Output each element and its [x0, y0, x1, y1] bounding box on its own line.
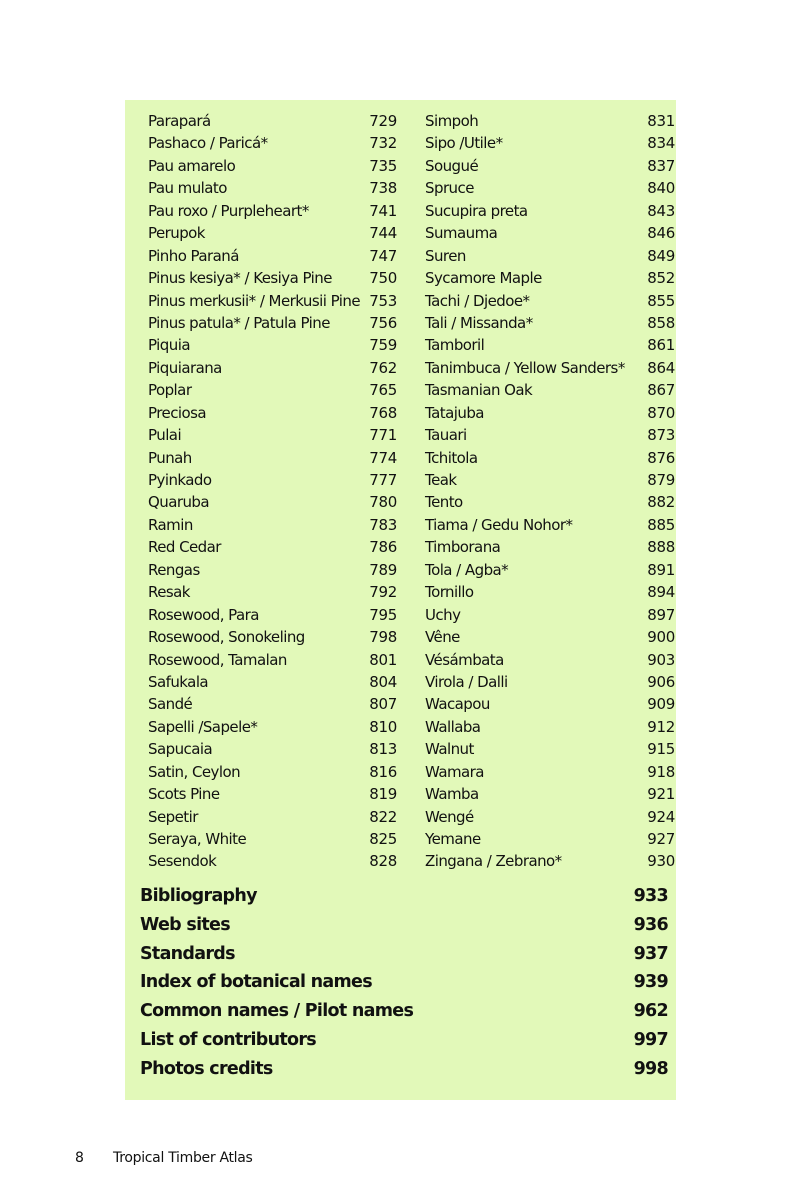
toc-entry[interactable] [425, 424, 675, 446]
toc-entry-name: Punah [148, 448, 192, 467]
toc-entry-name: Safukala [148, 672, 209, 691]
toc-entry-page: 774 [369, 448, 397, 467]
toc-entry-name: Tauari [425, 426, 467, 445]
toc-entry-name: Vésámbata [425, 650, 504, 669]
toc-entry[interactable] [425, 604, 675, 626]
toc-entry-page: 822 [369, 807, 397, 826]
toc-entry-name: Sandé [148, 695, 193, 714]
toc-entry-page: 894 [647, 583, 675, 602]
toc-entry-name: Wacapou [425, 695, 490, 714]
toc-entry-name: Wamara [425, 762, 484, 781]
toc-entry-page: 771 [369, 426, 397, 445]
toc-entry[interactable] [425, 716, 675, 738]
toc-entry[interactable] [425, 828, 675, 850]
toc-entry[interactable] [148, 132, 397, 154]
toc-entry[interactable] [425, 783, 675, 805]
toc-entry[interactable] [148, 514, 397, 536]
toc-section[interactable] [140, 997, 668, 1026]
toc-entry-page: 876 [647, 448, 675, 467]
toc-entry-page: 867 [647, 381, 675, 400]
toc-entry[interactable] [425, 626, 675, 648]
toc-entry[interactable] [148, 357, 397, 379]
toc-entry-page: 903 [647, 650, 675, 669]
toc-entry-page: 837 [647, 156, 675, 175]
toc-entry-page: 783 [369, 515, 397, 534]
toc-entry-name: Wallaba [425, 717, 481, 736]
toc-entry[interactable] [425, 245, 675, 267]
toc-entry[interactable] [425, 110, 675, 132]
toc-entry-name: Timborana [425, 538, 501, 557]
toc-entry-page: 756 [369, 313, 397, 332]
toc-section-name: List of contributors [140, 1029, 317, 1050]
toc-entry-name: Tornillo [425, 583, 474, 602]
toc-entry-name: Tachi / Djedoe* [425, 291, 530, 310]
toc-entry-name: Wamba [425, 785, 479, 804]
toc-entry-name: Tiama / Gedu Nohor* [425, 515, 573, 534]
toc-entry-page: 747 [369, 246, 397, 265]
toc-entry-page: 909 [647, 695, 675, 714]
toc-entry[interactable] [425, 200, 675, 222]
toc-entry-page: 879 [647, 471, 675, 489]
toc-section-page: 939 [633, 972, 668, 993]
toc-entry[interactable] [425, 334, 675, 356]
toc-entry-page: 930 [647, 852, 675, 871]
toc-entry[interactable] [148, 581, 397, 603]
toc-entry[interactable] [148, 693, 397, 715]
toc-entry-name: Sepetir [148, 807, 198, 826]
toc-entry-page: 861 [647, 336, 675, 355]
toc-entry-page: 789 [369, 560, 397, 579]
toc-section-name: Standards [140, 943, 235, 964]
toc-entry-page: 741 [369, 201, 397, 220]
toc-section[interactable] [140, 1055, 668, 1084]
toc-entry[interactable] [425, 491, 675, 513]
toc-entry-name: Pau mulato [148, 179, 227, 198]
toc-entry-name: Uchy [425, 605, 461, 624]
toc-entry[interactable] [148, 177, 397, 199]
toc-entry[interactable] [425, 312, 675, 334]
toc-entry-name: Wengé [425, 807, 474, 826]
toc-entry[interactable] [148, 738, 397, 760]
toc-section-page: 936 [633, 914, 668, 935]
toc-entry[interactable] [148, 716, 397, 738]
toc-entry[interactable] [148, 245, 397, 267]
toc-entry-page: 927 [647, 830, 675, 848]
toc-entry[interactable] [148, 200, 397, 222]
toc-entry[interactable] [425, 649, 675, 671]
toc-entry-page: 888 [647, 538, 675, 557]
toc-entry-page: 858 [647, 313, 675, 332]
toc-entry-name: Zingana / Zebrano* [425, 852, 562, 871]
toc-entry-name: Poplar [148, 381, 192, 400]
toc-entry[interactable] [425, 581, 675, 603]
toc-entry-name: Sougué [425, 156, 479, 175]
toc-entry-page: 777 [369, 471, 397, 489]
toc-section[interactable] [140, 911, 668, 940]
toc-entry-page: 918 [647, 762, 675, 781]
page-footer [75, 1150, 253, 1166]
toc-entry[interactable] [425, 559, 675, 581]
toc-entry[interactable] [148, 828, 397, 850]
toc-entry-name: Virola / Dalli [425, 672, 508, 691]
toc-entry-name: Ramin [148, 515, 193, 534]
toc-section-page: 937 [633, 943, 668, 964]
toc-entry[interactable] [148, 626, 397, 648]
toc-entry-page: 786 [369, 538, 397, 557]
toc-section-name: Common names / Pilot names [140, 1001, 414, 1022]
toc-entry-page: 864 [647, 358, 675, 377]
toc-entry[interactable] [148, 222, 397, 244]
toc-entry[interactable] [425, 132, 675, 154]
toc-entry[interactable] [148, 469, 397, 491]
toc-entry[interactable] [148, 312, 397, 334]
toc-entry-page: 801 [369, 650, 397, 669]
toc-entry[interactable] [425, 761, 675, 783]
toc-entry[interactable] [148, 491, 397, 513]
toc-section-name: Photos credits [140, 1058, 273, 1079]
toc-entry[interactable] [148, 110, 397, 132]
toc-column-right [425, 110, 675, 873]
toc-entry-name: Simpoh [425, 112, 479, 130]
toc-entry[interactable] [148, 536, 397, 558]
toc-entry[interactable] [425, 155, 675, 177]
toc-entry[interactable] [425, 671, 675, 693]
toc-sections [140, 882, 668, 1084]
toc-entry-name: Sumauma [425, 224, 498, 243]
toc-section-name: Index of botanical names [140, 972, 372, 993]
toc-entry-page: 729 [369, 112, 397, 130]
toc-entry[interactable] [425, 379, 675, 401]
toc-entry[interactable] [148, 559, 397, 581]
toc-entry-page: 924 [647, 807, 675, 826]
toc-entry-name: Sucupira preta [425, 201, 528, 220]
toc-entry-page: 807 [369, 695, 397, 714]
toc-entry-name: Vêne [425, 628, 460, 647]
toc-entry-page: 750 [369, 269, 397, 288]
toc-entry-page: 762 [369, 358, 397, 377]
toc-entry-name: Resak [148, 583, 190, 602]
toc-entry-page: 744 [369, 224, 397, 243]
toc-entry-name: Perupok [148, 224, 205, 243]
toc-entry-page: 852 [647, 269, 675, 288]
toc-entry[interactable] [148, 155, 397, 177]
toc-entry[interactable] [148, 447, 397, 469]
toc-entry-name: Tento [425, 493, 463, 512]
toc-entry-page: 825 [369, 830, 397, 848]
toc-entry[interactable] [148, 267, 397, 289]
toc-entry-page: 900 [647, 628, 675, 647]
toc-entry-page: 885 [647, 515, 675, 534]
toc-entry-page: 759 [369, 336, 397, 355]
toc-entry-page: 840 [647, 179, 675, 198]
toc-column-left [148, 110, 397, 873]
toc-entry-name: Red Cedar [148, 538, 221, 557]
toc-entry-page: 828 [369, 852, 397, 871]
toc-entry-name: Tola / Agba* [425, 560, 509, 579]
toc-section[interactable] [140, 968, 668, 997]
toc-entry-name: Pau amarelo [148, 156, 236, 175]
toc-entry-name: Rosewood, Para [148, 605, 259, 624]
toc-entry[interactable] [425, 469, 675, 491]
toc-section-page: 933 [633, 886, 668, 906]
toc-entry-page: 795 [369, 605, 397, 624]
toc-entry-name: Suren [425, 246, 466, 265]
toc-entry-name: Tatajuba [425, 403, 484, 422]
toc-entry[interactable] [425, 514, 675, 536]
toc-entry-page: 798 [369, 628, 397, 647]
toc-entry[interactable] [425, 850, 675, 872]
toc-entry[interactable] [148, 334, 397, 356]
toc-entry[interactable] [148, 806, 397, 828]
toc-section[interactable] [140, 940, 668, 969]
toc-entry-page: 819 [369, 785, 397, 804]
toc-entry-name: Yemane [425, 830, 481, 848]
toc-section-name: Web sites [140, 914, 230, 935]
toc-entry-page: 870 [647, 403, 675, 422]
toc-entry-page: 768 [369, 403, 397, 422]
toc-entry[interactable] [148, 424, 397, 446]
toc-entry-page: 906 [647, 672, 675, 691]
toc-entry-name: Scots Pine [148, 785, 220, 804]
toc-section-page: 962 [633, 1001, 668, 1022]
toc-entry-name: Tamboril [425, 336, 485, 355]
page-number: 8 [75, 1150, 84, 1166]
toc-entry-name: Pinho Paraná [148, 246, 239, 265]
toc-entry-name: Pashaco / Paricá* [148, 134, 268, 153]
toc-entry-name: Spruce [425, 179, 474, 198]
toc-entry-name: Sipo /Utile* [425, 134, 503, 153]
toc-section[interactable] [140, 882, 668, 911]
toc-entry[interactable] [425, 290, 675, 312]
toc-entry-page: 891 [647, 560, 675, 579]
toc-entry-page: 738 [369, 179, 397, 198]
toc-entry-page: 813 [369, 740, 397, 759]
toc-entry[interactable] [425, 536, 675, 558]
toc-entry-page: 792 [369, 583, 397, 602]
toc-entry-page: 843 [647, 201, 675, 220]
toc-entry[interactable] [425, 267, 675, 289]
toc-entry-page: 753 [369, 291, 397, 310]
toc-entry-page: 804 [369, 672, 397, 691]
toc-entry-name: Rosewood, Tamalan [148, 650, 287, 669]
toc-entry[interactable] [425, 357, 675, 379]
toc-entry-name: Rengas [148, 560, 200, 579]
toc-entry-name: Tali / Missanda* [425, 313, 533, 332]
toc-entry-name: Pinus merkusii* / Merkusii Pine [148, 291, 361, 310]
toc-entry[interactable] [148, 850, 397, 872]
toc-entry-name: Seraya, White [148, 830, 247, 848]
book-title: Tropical Timber Atlas [113, 1150, 253, 1166]
toc-entry-name: Quaruba [148, 493, 210, 512]
toc-entry-name: Preciosa [148, 403, 207, 422]
toc-entry-name: Satin, Ceylon [148, 762, 241, 781]
toc-section[interactable] [140, 1026, 668, 1055]
toc-section-name: Bibliography [140, 886, 257, 906]
toc-entry-page: 831 [647, 112, 675, 130]
toc-entry-page: 732 [369, 134, 397, 153]
toc-entry-name: Walnut [425, 740, 474, 759]
toc-entry[interactable] [148, 402, 397, 424]
toc-entry-page: 846 [647, 224, 675, 243]
toc-entry[interactable] [148, 379, 397, 401]
toc-entry-page: 735 [369, 156, 397, 175]
toc-entry-page: 855 [647, 291, 675, 310]
toc-section-page: 997 [633, 1029, 668, 1050]
toc-entry-name: Parapará [148, 112, 211, 130]
toc-entry-name: Piquia [148, 336, 190, 355]
toc-entry-page: 810 [369, 717, 397, 736]
toc-entry[interactable] [425, 738, 675, 760]
toc-entry[interactable] [425, 222, 675, 244]
toc-entry-name: Pulai [148, 426, 182, 445]
toc-entry-name: Rosewood, Sonokeling [148, 628, 305, 647]
toc-entry-name: Piquiarana [148, 358, 222, 377]
toc-entry-page: 834 [647, 134, 675, 153]
toc-entry[interactable] [148, 604, 397, 626]
toc-entry[interactable] [148, 783, 397, 805]
toc-entry-page: 873 [647, 426, 675, 445]
toc-entry-name: Tasmanian Oak [425, 381, 533, 400]
toc-entry-page: 849 [647, 246, 675, 265]
toc-entry-name: Pyinkado [148, 471, 212, 489]
toc-entry-name: Sapelli /Sapele* [148, 717, 258, 736]
toc-entry-name: Pinus patula* / Patula Pine [148, 313, 330, 332]
toc-entry-page: 915 [647, 740, 675, 759]
toc-entry-page: 882 [647, 493, 675, 512]
toc-entry[interactable] [425, 806, 675, 828]
toc-entry-name: Tanimbuca / Yellow Sanders* [425, 358, 625, 377]
toc-section-page: 998 [633, 1058, 668, 1079]
toc-entry[interactable] [425, 177, 675, 199]
toc-entry[interactable] [425, 693, 675, 715]
toc-entry-page: 816 [369, 762, 397, 781]
toc-entry-name: Pinus kesiya* / Kesiya Pine [148, 269, 332, 288]
toc-entry-name: Sapucaia [148, 740, 213, 759]
toc-entry-page: 897 [647, 605, 675, 624]
toc-entry-name: Pau roxo / Purpleheart* [148, 201, 309, 220]
toc-entry[interactable] [148, 649, 397, 671]
toc-entry-page: 765 [369, 381, 397, 400]
toc-entry-name: Tchitola [425, 448, 478, 467]
toc-entry-page: 921 [647, 785, 675, 804]
toc-entry[interactable] [148, 290, 397, 312]
toc-entry-name: Teak [425, 471, 457, 489]
toc-entry[interactable] [148, 761, 397, 783]
toc-entry-page: 780 [369, 493, 397, 512]
toc-entry-page: 912 [647, 717, 675, 736]
toc-entry[interactable] [148, 671, 397, 693]
toc-entry[interactable] [425, 402, 675, 424]
toc-entry-name: Sesendok [148, 852, 217, 871]
toc-entry[interactable] [425, 447, 675, 469]
toc-entry-name: Sycamore Maple [425, 269, 542, 288]
